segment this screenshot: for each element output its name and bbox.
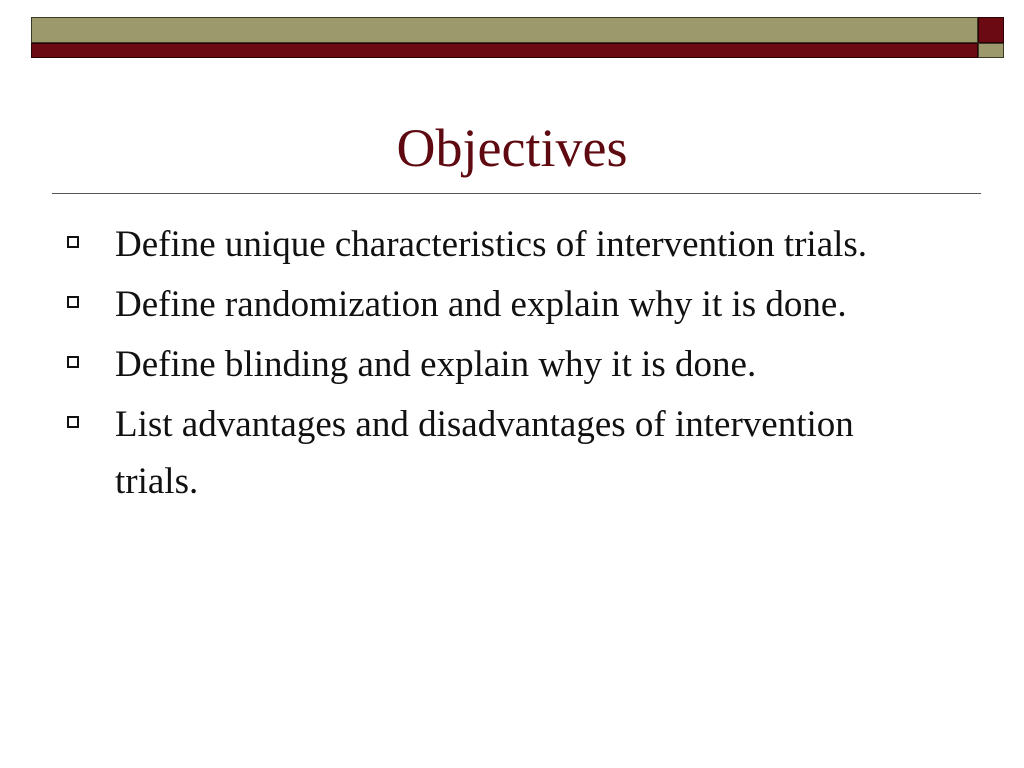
header-corner-maroon	[978, 17, 1004, 43]
bullet-text: Define unique characteristics of intervention trials.	[115, 224, 868, 265]
hollow-square-icon	[67, 236, 79, 248]
title-divider	[52, 193, 981, 194]
bullet-item	[62, 396, 942, 510]
hollow-square-icon	[67, 416, 79, 428]
slide-title: Objectives	[396, 118, 628, 178]
bullet-text: List advantages and disadvantages of intervention trials.	[115, 404, 854, 502]
header-band-maroon	[31, 43, 978, 58]
bullet-item	[62, 216, 942, 273]
hollow-square-icon	[67, 356, 79, 368]
bullet-text: Define blinding and explain why it is done.	[115, 344, 757, 385]
bullet-item	[62, 336, 942, 393]
bullet-text: Define randomization and explain why it is done.	[115, 284, 847, 325]
header-band-olive	[31, 17, 978, 43]
bullet-list	[62, 216, 942, 513]
hollow-square-icon	[67, 296, 79, 308]
bullet-item	[62, 276, 942, 333]
header-corner-olive	[978, 43, 1004, 58]
